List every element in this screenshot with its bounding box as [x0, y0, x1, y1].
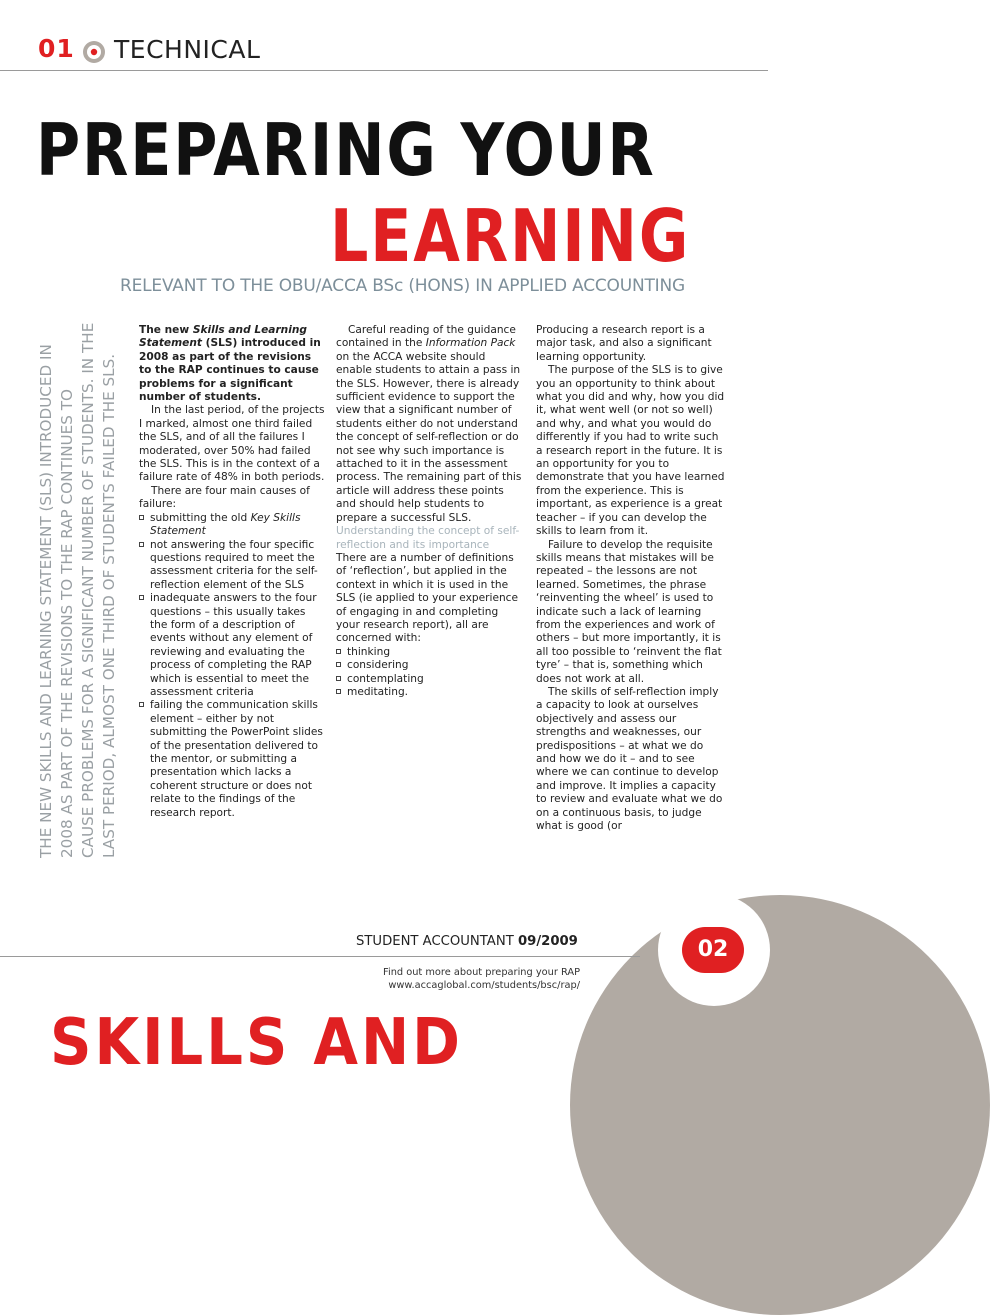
- list-item: failing the communication skills element – either by not submitting the PowerPoint slides of the presentation delivered to the mentor, or submitting a presentation which lacks a coherent structure or does not relate to the findings of the research report.: [139, 699, 325, 820]
- lead-paragraph: The new Skills and Learning Statement (SLS) introduced in 2008 as part of the revisions to the RAP continues to cause problems for a significant number of students.: [139, 324, 321, 404]
- square-bullet-icon: [336, 689, 341, 694]
- publication-line: [356, 934, 578, 949]
- article-column-1: [139, 324, 325, 820]
- footer-decor-circle: [570, 895, 990, 1315]
- next-article-title-fragment: SKILLS AND: [50, 1006, 463, 1080]
- pullquote-line: LAST PERIOD, ALMOST ONE THIRD OF STUDENTS FAILED THE SLS.: [100, 353, 118, 858]
- list-item: considering: [336, 659, 524, 672]
- square-bullet-icon: [139, 542, 144, 547]
- square-bullet-icon: [336, 649, 341, 654]
- pullquote-line: THE NEW SKILLS AND LEARNING STATEMENT (SLS) INTRODUCED IN: [37, 344, 55, 858]
- failure-causes-list: [139, 512, 325, 820]
- more-info-link[interactable]: www.accaglobal.com/students/bsc/rap/: [388, 980, 580, 991]
- section-subhead: Understanding the concept of self-reflection and its importance: [336, 525, 520, 551]
- body-paragraph: There are four main causes of failure:: [139, 484, 310, 511]
- square-bullet-icon: [336, 662, 341, 667]
- square-bullet-icon: [139, 515, 144, 520]
- page-number-badge: 02: [682, 927, 744, 973]
- square-bullet-icon: [139, 702, 144, 707]
- reflection-list: [336, 646, 524, 700]
- list-item: thinking: [336, 646, 524, 659]
- body-paragraph: There are a number of definitions of ‘reflection’, but applied in the context in which it is used in the SLS (ie applied to your experience of engaging in and completing your research report), all are concerned with:: [336, 551, 519, 645]
- header-divider: [0, 70, 768, 71]
- list-item: inadequate answers to the four questions – this usually takes the form of a description of events without any element of reviewing and evaluating the process of completing the RAP which is essential to meet the assessment criteria: [139, 592, 325, 699]
- article-column-2: [336, 324, 524, 699]
- body-paragraph: Producing a research report is a major task, and also a significant learning opportunity.: [536, 324, 712, 363]
- list-item: submitting the old Key Skills Statement: [139, 512, 325, 539]
- body-paragraph: The purpose of the SLS is to give you an opportunity to think about what you did and why, how you did it, what went well (or not so well) and why, and what you would do differently if you had to write such a research report in the future. It is an opportunity for you to demonstrate that you have learned from the experience. This is important, as experience is a great teacher – if you can develop the skills to learn from it.: [536, 364, 725, 538]
- article-subtitle: RELEVANT TO THE OBU/ACCA BSc (HONS) IN APPLIED ACCOUNTING: [120, 276, 685, 296]
- section-number: 01: [38, 34, 75, 63]
- square-bullet-icon: [139, 595, 144, 600]
- footer-divider: [0, 956, 640, 957]
- body-paragraph: Careful reading of the guidance contained in the Information Pack on the ACCA website should enable students to attain a pass in the SLS. However, there is already sufficient evidence to support the view that a significant number of students either do not understand the concept of self-reflection or do not see why such importance is attached to it in the assessment process. The remaining part of this article will address these points and should help students to prepare a successful SLS.: [336, 324, 522, 524]
- more-info-text: Find out more about preparing your RAP: [383, 967, 580, 978]
- list-item: contemplating: [336, 673, 524, 686]
- square-bullet-icon: [336, 676, 341, 681]
- target-icon: [82, 40, 106, 64]
- publication-issue: 09/2009: [517, 934, 578, 949]
- body-paragraph: Failure to develop the requisite skills means that mistakes will be repeated – the lessons are not learned. Sometimes, the phrase ‘reinventing the wheel’ is used to indicate such a lack of learning from the experiences and work of others – but more importantly, it is all too possible to ‘reinvent the flat tyre’ – that is, something which does not work at all.: [536, 538, 722, 685]
- section-label: TECHNICAL: [114, 35, 261, 64]
- body-paragraph: The skills of self-reflection imply a capacity to look at ourselves objectively and assess our strengths and weaknesses, our predispositions – at what we do and how we do it – and to see where we can continue to develop and improve. It implies a capacity to review and evaluate what we do on a continuous basis, to judge what is good (or: [536, 685, 723, 833]
- sidebar-pullquote: [36, 318, 126, 858]
- pullquote-line: CAUSE PROBLEMS FOR A SIGNIFICANT NUMBER OF STUDENTS. IN THE: [79, 322, 97, 858]
- list-item: not answering the four specific questions required to meet the assessment criteria for the self-reflection element of the SLS: [139, 539, 325, 593]
- body-paragraph: In the last period, of the projects I marked, almost one third failed the SLS, and of all the failures I moderated, over 50% had failed the SLS. This is in the context of a failure rate of 48% in both periods.: [139, 404, 325, 484]
- pullquote-line: 2008 AS PART OF THE REVISIONS TO THE RAP CONTINUES TO: [58, 389, 76, 858]
- article-column-3: [536, 324, 726, 833]
- more-info: [360, 966, 580, 992]
- publication-name: STUDENT ACCOUNTANT: [356, 934, 514, 949]
- list-item: meditating.: [336, 686, 524, 699]
- article-title-line2: LEARNING: [330, 194, 691, 278]
- article-title-line1: PREPARING YOUR: [36, 108, 656, 192]
